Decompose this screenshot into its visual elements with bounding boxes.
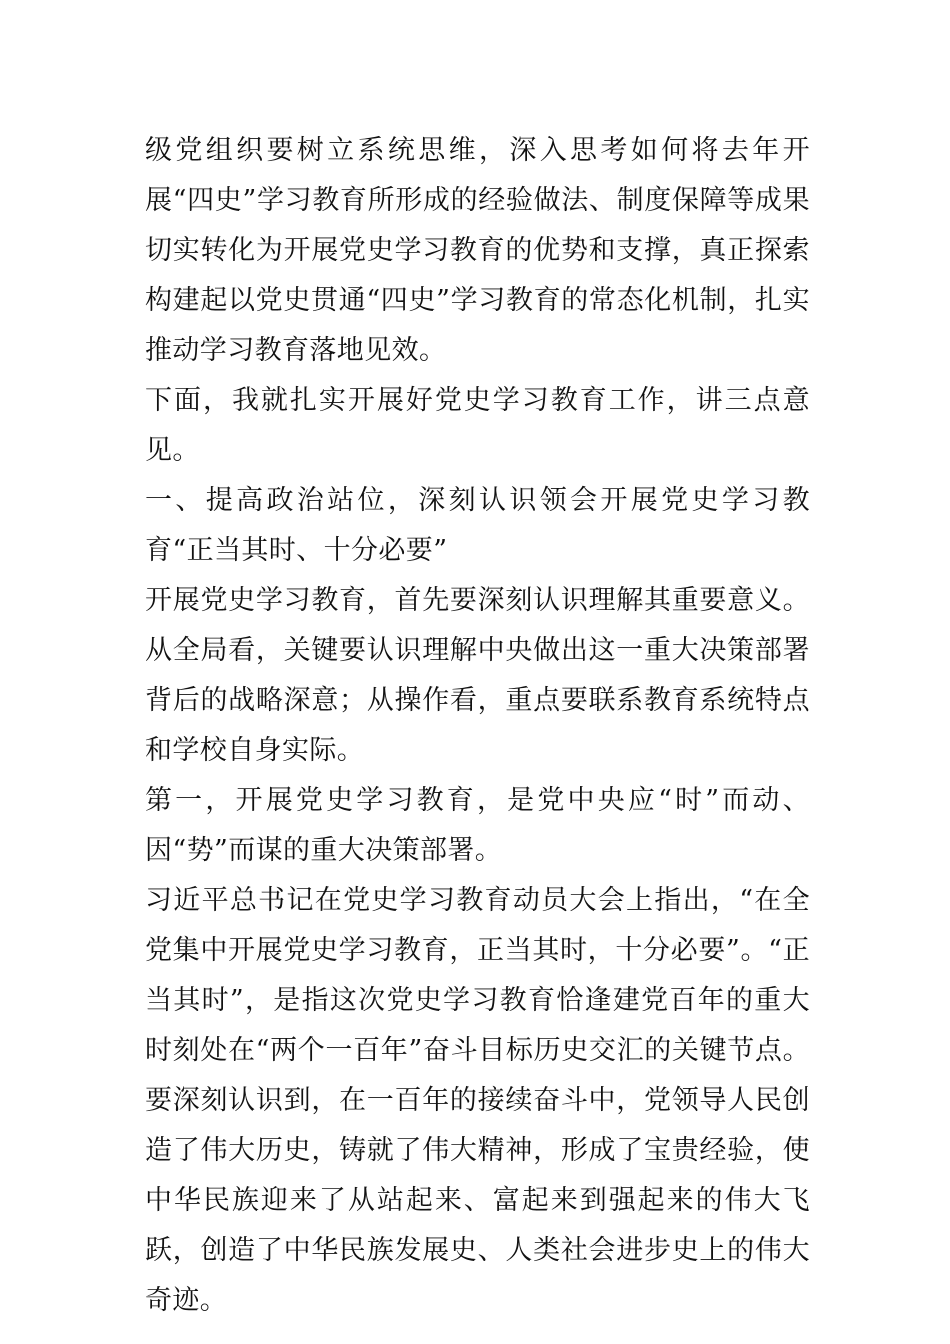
subheading-first: 第一，开展党史学习教育，是党中央应“时”而动、因“势”而谋的重大决策部署。 bbox=[145, 785, 810, 866]
paragraph-intro: 下面，我就扎实开展好党史学习教育工作，讲三点意见。 bbox=[145, 385, 810, 466]
paragraph-speech-quote: 习近平总书记在党史学习教育动员大会上指出，“在全党集中开展党史学习教育，正当其时，十分必要”。“正当其时”，是指这次党史学习教育恰逢建党百年的重大时刻处在“两个一百年”奋斗目标历史交汇的关键节点。要深刻认识到，在一百年的接续奋斗中，党领导人民创造了伟大历史，铸就了伟大精神，形成了宝贵经验，使中华民族迎来了从站起来、富起来到强起来的伟大飞跃，创造了中华民族发展史、人类社会进步史上的伟大奇迹。 bbox=[145, 885, 810, 1316]
paragraph-significance: 开展党史学习教育，首先要深刻认识理解其重要意义。从全局看，关键要认识理解中央做出这一重大决策部署背后的战略深意；从操作看，重点要联系教育系统特点和学校自身实际。 bbox=[145, 585, 810, 766]
section-heading-one: 一、提高政治站位，深刻认识领会开展党史学习教育“正当其时、十分必要” bbox=[145, 485, 810, 566]
paragraph-continuation: 级党组织要树立系统思维，深入思考如何将去年开展“四史”学习教育所形成的经验做法、制度保障等成果切实转化为开展党史学习教育的优势和支撑，真正探索构建起以党史贯通“四史”学习教育的常态化机制，扎实推动学习教育落地见效。 bbox=[145, 135, 810, 366]
document-body bbox=[145, 126, 810, 1326]
